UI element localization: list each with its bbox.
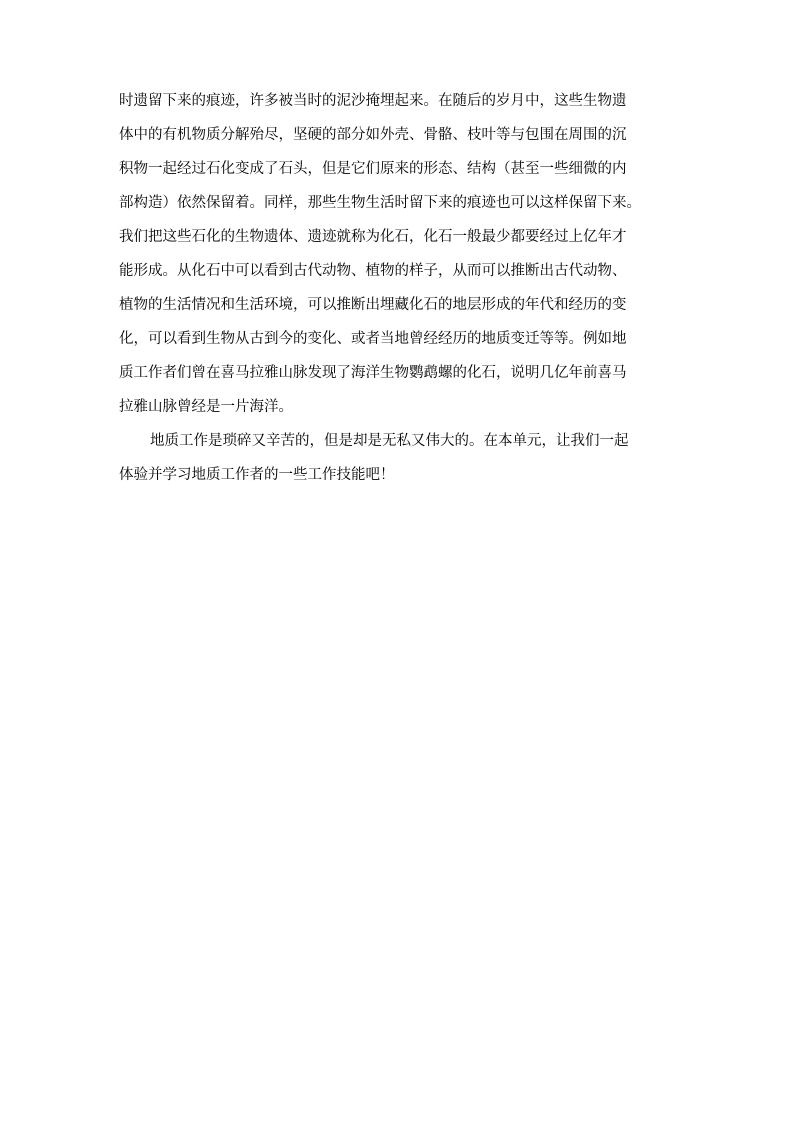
text-line: 我们把这些石化的生物遗体、遗迹就称为化石，化石一般最少都要经过上亿年才 [119,229,627,245]
text-line: 体验并学习地质工作者的一些工作技能吧！ [119,467,395,483]
text-line: 拉雅山脉曾经是一片海洋。 [119,399,293,415]
paragraph-geology-work [119,424,685,492]
text-line: 能形成。从化石中可以看到古代动物、植物的样子，从而可以推断出古代动物、 [119,263,627,279]
text-line: 部构造）依然保留着。同样，那些生物生活时留下来的痕迹也可以这样保留下来。 [119,195,641,211]
text-line: 质工作者们曾在喜马拉雅山脉发现了海洋生物鹦鹉螺的化石，说明几亿年前喜马 [119,365,627,381]
text-line: 化，可以看到生物从古到今的变化、或者当地曾经经历的地质变迁等等。例如地 [119,331,627,347]
text-line: 时遗留下来的痕迹，许多被当时的泥沙掩埋起来。在随后的岁月中，这些生物遗 [119,93,627,109]
text-line: 体中的有机物质分解殆尽，坚硬的部分如外壳、骨骼、枝叶等与包围在周围的沉 [119,127,627,143]
text-line: 地质工作是琐碎又辛苦的，但是却是无私又伟大的。在本单元，让我们一起 [150,433,629,449]
text-line: 植物的生活情况和生活环境，可以推断出埋藏化石的地层形成的年代和经历的变 [119,297,627,313]
text-line: 积物一起经过石化变成了石头，但是它们原来的形态、结构（甚至一些细微的内 [119,161,627,177]
paragraph-fossils [119,84,685,424]
document-body [119,84,685,492]
